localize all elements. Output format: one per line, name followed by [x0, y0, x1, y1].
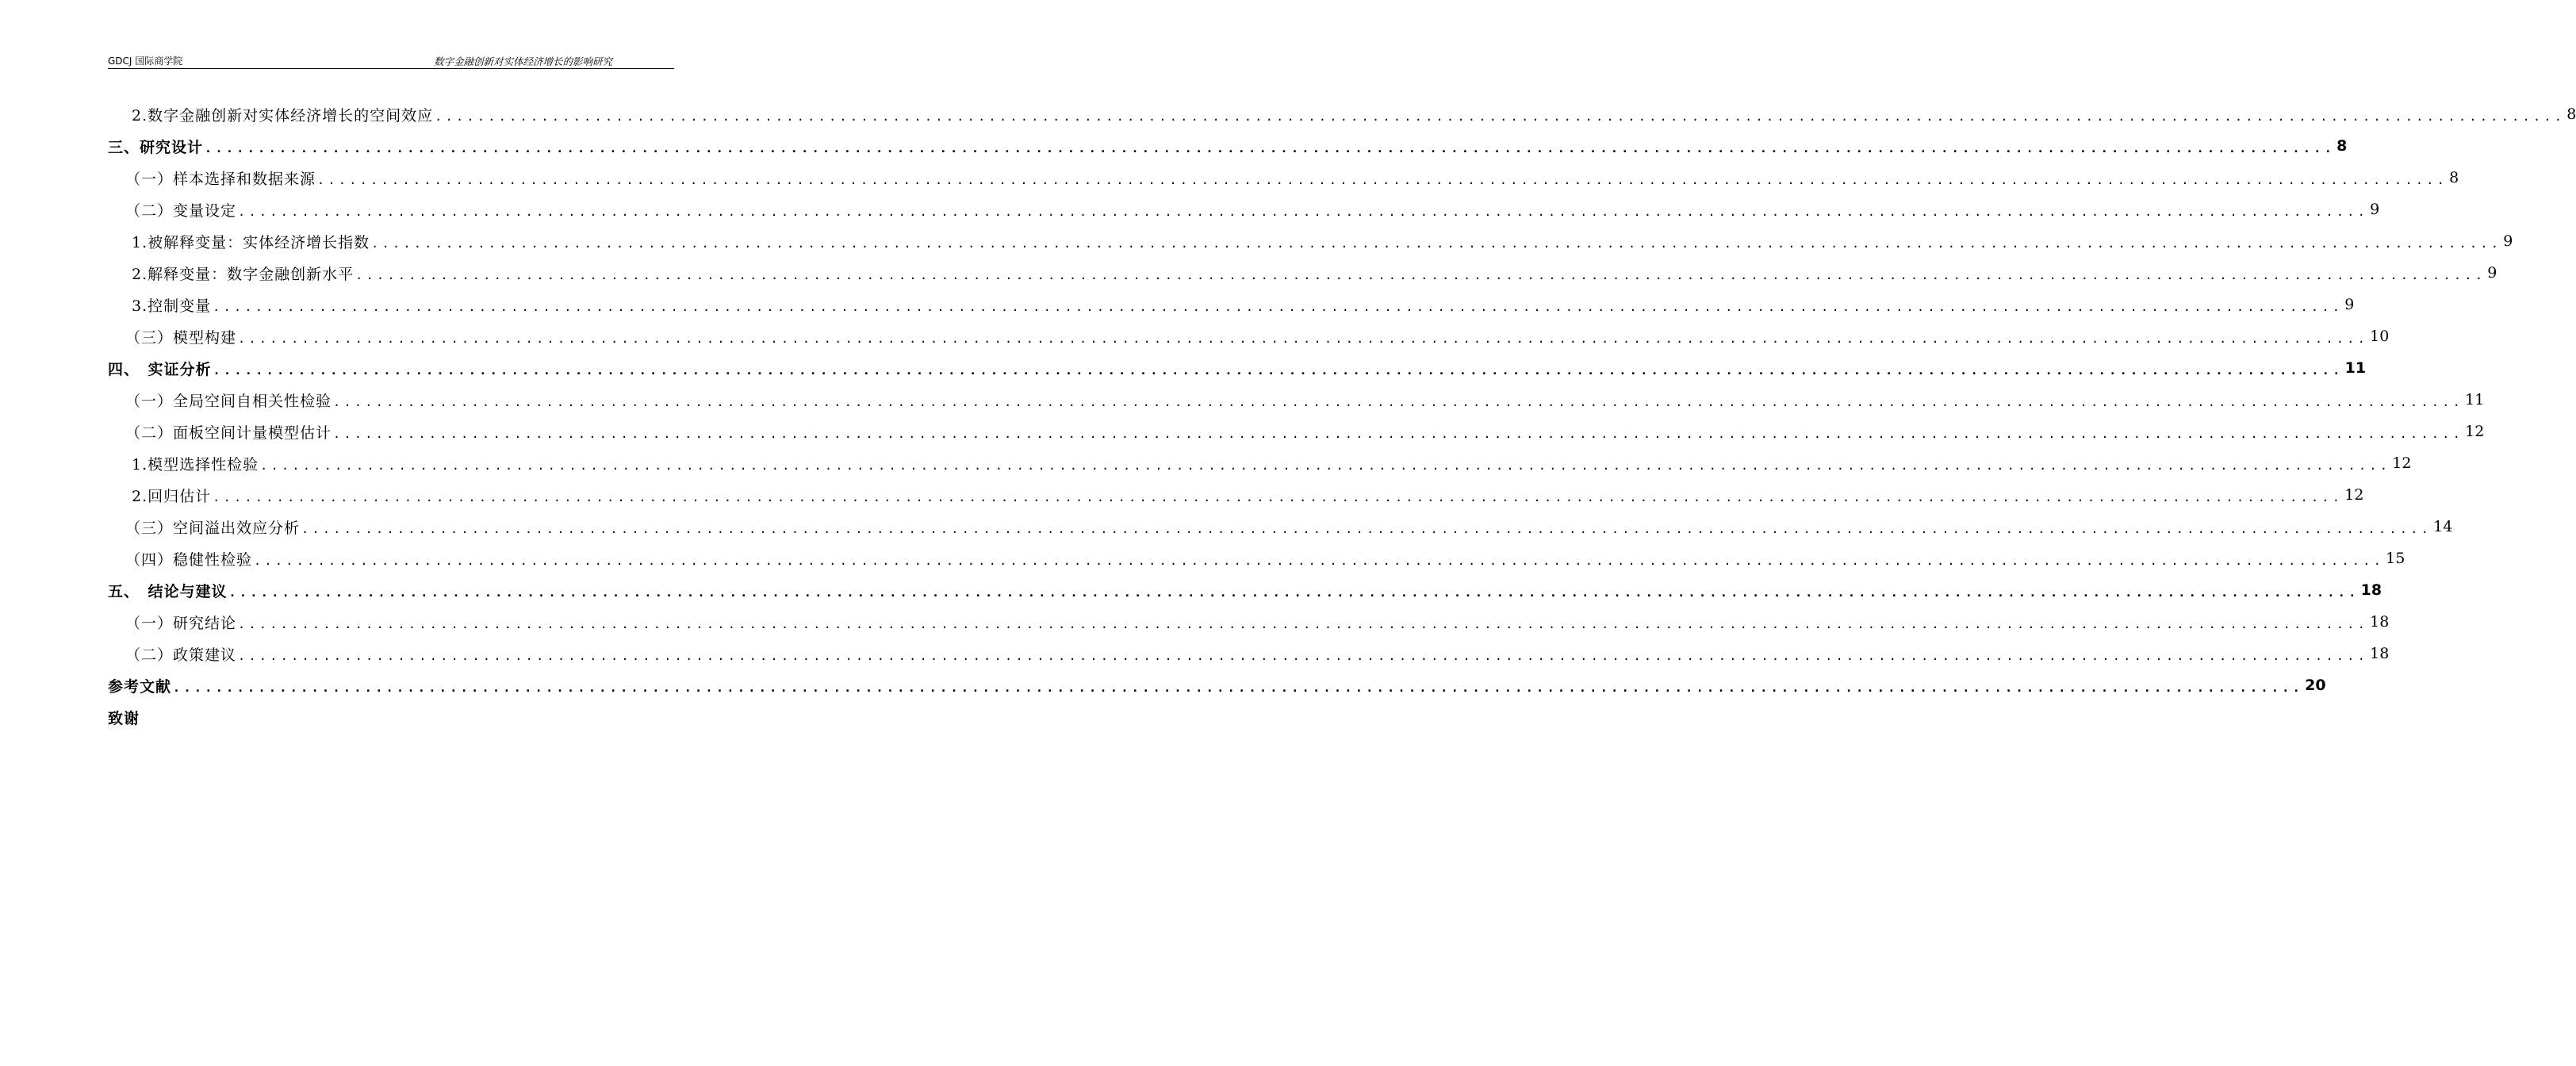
toc-entry-page-number: 18: [2370, 645, 2390, 662]
toc-entry-title: 参考文献: [108, 677, 172, 696]
toc-entry-title: 2.回归估计: [132, 487, 212, 505]
toc-entry-page-number: 12: [2392, 454, 2412, 472]
toc-leader-dots: ........................................................................................................................................................................................................: [371, 236, 2502, 251]
header-school-name: GDCJ 国际商学院: [108, 56, 183, 67]
toc-entry[interactable]: [108, 511, 2453, 543]
toc-entry[interactable]: [108, 257, 2497, 289]
toc-entry-page-number: 10: [2370, 328, 2390, 345]
toc-entry[interactable]: [108, 606, 2390, 638]
toc-entry-title: 五、 结论与建议: [108, 582, 228, 600]
toc-entry-page-number: 14: [2433, 518, 2453, 535]
toc-entry-page-number: 12: [2344, 486, 2364, 504]
toc-leader-dots: ........................................................................................................................................................................................................: [238, 332, 2369, 346]
toc-leader-dots: ........................................................................................................................................................................................................: [355, 268, 2486, 282]
toc-entry[interactable]: [108, 574, 2382, 606]
toc-entry[interactable]: [108, 384, 2485, 416]
toc-entry-title: 3.控制变量: [132, 297, 212, 315]
toc-entry-page-number: 11: [2344, 359, 2367, 377]
toc-entry[interactable]: [108, 543, 2405, 574]
toc-leader-dots: ........................................................................................................................................................................................................: [213, 300, 2344, 314]
toc-entry-title: （一）样本选择和数据来源: [125, 170, 316, 188]
toc-entry[interactable]: [108, 701, 674, 733]
toc-entry-title: （二）面板空间计量模型估计: [125, 424, 332, 442]
toc-entry-page-number: 20: [2305, 677, 2326, 694]
header-thesis-title: 数字金融创新对实体经济增长的影响研究: [433, 56, 612, 67]
toc-leader-dots: ........................................................................................................................................................................................................: [238, 617, 2369, 631]
toc-entry-title: （一）全局空间自相关性检验: [125, 392, 332, 410]
toc-entry-title: （二）政策建议: [125, 646, 237, 664]
toc-entry-page-number: 9: [2503, 232, 2513, 250]
toc-entry[interactable]: [108, 320, 2390, 352]
toc-entry-title: （三）模型构建: [125, 328, 237, 347]
toc-leader-dots: ........................................................................................................................................................................................................: [254, 554, 2385, 568]
toc-entry-title: 1.被解释变量：实体经济增长指数: [132, 233, 370, 251]
toc-entry-title: 1.模型选择性检验: [132, 455, 259, 474]
page-header: [108, 52, 674, 69]
toc-leader-dots: ........................................................................................................................................................................................................: [301, 522, 2432, 536]
toc-entry-page-number: 8: [2449, 169, 2459, 186]
toc-entry-page-number: 9: [2370, 201, 2380, 218]
toc-entry-title: （四）稳健性检验: [125, 550, 253, 569]
toc-entry-title: （二）变量设定: [125, 201, 237, 220]
toc-entry-page-number: 18: [2370, 613, 2390, 631]
table-of-contents: [108, 98, 2576, 733]
toc-entry[interactable]: [108, 130, 2348, 162]
toc-entry-page-number: 9: [2487, 264, 2497, 282]
toc-entry-title: 2.数字金融创新对实体经济增长的空间效应: [132, 106, 434, 125]
toc-entry-page-number: 8: [2566, 105, 2576, 123]
toc-leader-dots: ........................................................................................................................................................................................................: [238, 649, 2369, 663]
toc-entry[interactable]: [108, 289, 2355, 320]
toc-leader-dots: ........................................................................................................................................................................................................: [333, 395, 2464, 409]
toc-entry-title: （三）空间溢出效应分析: [125, 519, 301, 537]
toc-entry-page-number: 9: [2344, 296, 2355, 313]
toc-leader-dots: ........................................................................................................................................................................................................: [228, 585, 2359, 600]
toc-entry[interactable]: [108, 638, 2390, 669]
toc-entry-title: 致谢: [108, 709, 140, 727]
toc-entry-title: 四、 实证分析: [108, 360, 212, 378]
toc-leader-dots: ........................................................................................................................................................................................................: [238, 205, 2369, 219]
toc-entry-page-number: 8: [2336, 137, 2348, 155]
toc-entry[interactable]: [108, 225, 2513, 257]
toc-leader-dots: ........................................................................................................................................................................................................: [173, 681, 2304, 695]
toc-entry-page-number: 15: [2386, 550, 2405, 567]
toc-entry-title: （一）研究结论: [125, 614, 237, 632]
toc-entry[interactable]: [108, 479, 2364, 511]
toc-entry-page-number: 18: [2360, 581, 2382, 599]
toc-leader-dots: ........................................................................................................................................................................................................: [333, 427, 2464, 441]
toc-entry[interactable]: [108, 416, 2485, 447]
toc-entry-title: 三、研究设计: [108, 138, 204, 156]
toc-entry[interactable]: [108, 352, 2367, 384]
toc-entry[interactable]: [108, 162, 2459, 194]
toc-leader-dots: ........................................................................................................................................................................................................: [213, 363, 2344, 378]
toc-leader-dots: ........................................................................................................................................................................................................: [435, 109, 2566, 124]
toc-entry-page-number: 12: [2465, 423, 2485, 440]
toc-entry[interactable]: [108, 98, 2576, 130]
toc-leader-dots: ........................................................................................................................................................................................................: [205, 141, 2336, 155]
toc-leader-dots: ........................................................................................................................................................................................................: [317, 173, 2448, 187]
toc-entry-title: 2.解释变量：数字金融创新水平: [132, 265, 355, 283]
toc-leader-dots: ........................................................................................................................................................................................................: [213, 490, 2344, 504]
toc-entry[interactable]: [108, 669, 2326, 701]
toc-entry[interactable]: [108, 194, 2380, 225]
toc-entry-page-number: 11: [2465, 391, 2485, 408]
toc-leader-dots: ........................................................................................................................................................................................................: [260, 458, 2391, 473]
toc-entry[interactable]: [108, 447, 2412, 479]
